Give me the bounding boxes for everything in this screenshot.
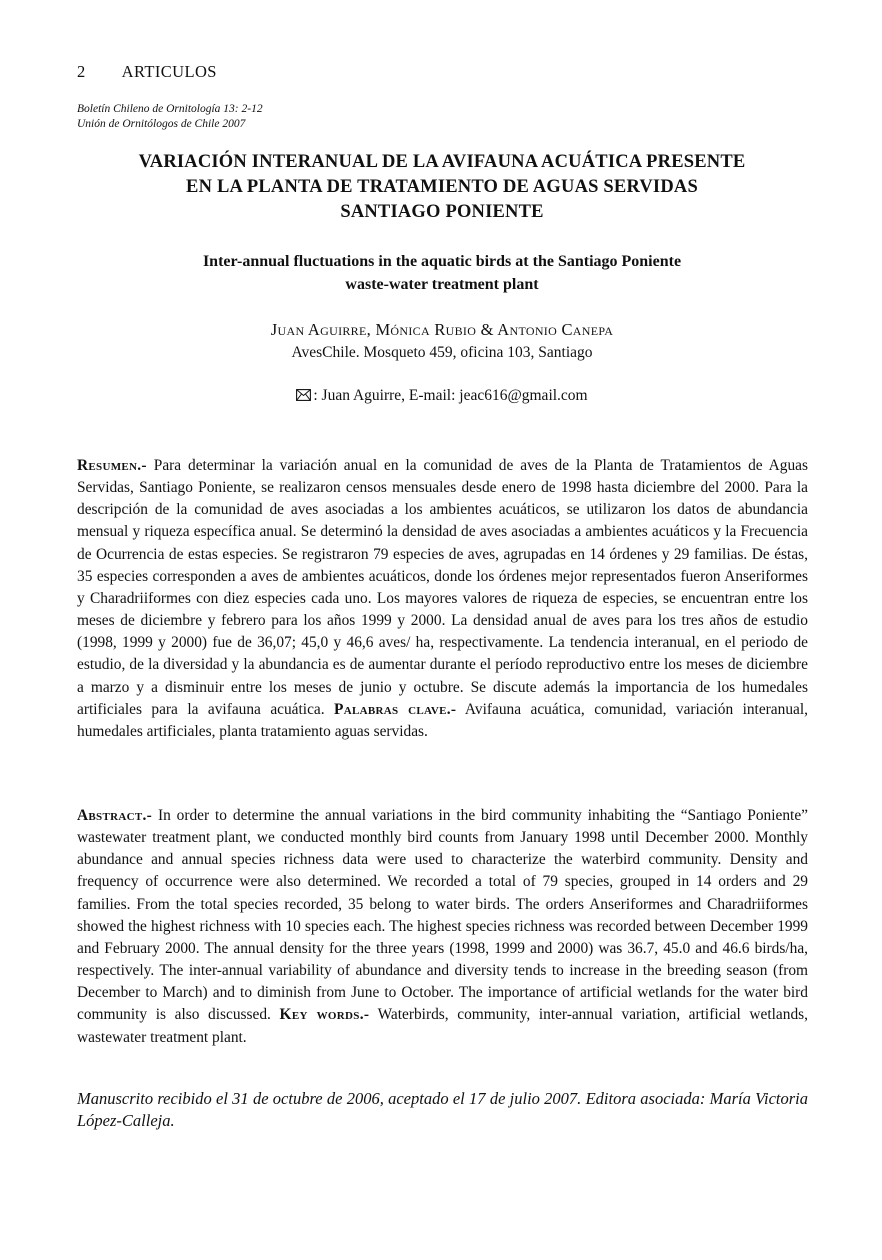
affiliation: AvesChile. Mosqueto 459, oficina 103, Santiago	[291, 344, 593, 361]
abstract-text: In order to determine the annual variations in the bird community inhabiting the “Santiago Poniente” wastewater treatment plant, we conducted monthly bird counts from January 1998 until December 2000. Monthly abundance and annual species richness data were used to characterize the waterbird community. Density and frequency of occurrence were also determined. We recorded a total of 79 species, grouped in 14 orders and 29 families. From the total species recorded, 35 belong to water birds. The orders Anseriformes and Charadriiformes showed the highest richness with 10 species each. The highest species richness was recorded between December 1999 and February 2000. The annual density for the three years (1998, 1999 and 2000) was 36.7, 45.0 and 46.6 birds/ha, respectively. The inter-annual variability of abundance and diversity tends to increase in the breeding season (from December to March) and to diminish from June to October. The importance of artificial wetlands for the water bird community is also discussed.	[77, 807, 808, 1024]
journal-line-1: Boletín Chileno de Ornitología 13: 2-12	[77, 103, 263, 115]
authors: Juan Aguirre, Mónica Rubio & Antonio Canepa	[270, 320, 614, 339]
contact-line	[77, 387, 807, 405]
palabras-clave-text: Avifauna acuática, comunidad, variación interanual, humedales artificiales, planta tratamiento aguas servidas.	[77, 700, 808, 740]
section-label: ARTICULOS	[121, 62, 217, 81]
abstract-label: Abstract.-	[77, 807, 153, 824]
key-words-label: Key words.-	[279, 1006, 370, 1024]
journal-citation	[77, 102, 263, 132]
contact-text: : Juan Aguirre, E-mail: jeac616@gmail.com	[313, 387, 588, 404]
running-header	[77, 62, 217, 82]
page-number: 2	[77, 62, 86, 81]
title-english	[77, 250, 807, 296]
title-english-line-2: waste-water treatment plant	[345, 276, 539, 293]
envelope-icon	[296, 388, 311, 405]
manuscript-note: Manuscrito recibido el 31 de octubre de 2006, aceptado el 17 de julio 2007. Editora asociada: María Victoria López-Calleja.	[77, 1089, 808, 1130]
title-spanish	[77, 150, 807, 225]
resumen-paragraph	[77, 455, 808, 743]
abstract-paragraph	[77, 805, 808, 1049]
palabras-clave-label: Palabras clave.-	[334, 700, 457, 718]
title-spanish-line-2: EN LA PLANTA DE TRATAMIENTO DE AGUAS SERVIDAS	[186, 177, 698, 197]
resumen-label: Resumen.-	[77, 457, 147, 474]
journal-line-2: Unión de Ornitólogos de Chile 2007	[77, 118, 246, 130]
title-english-line-1: Inter-annual fluctuations in the aquatic birds at the Santiago Poniente	[202, 253, 682, 270]
title-spanish-line-3: SANTIAGO PONIENTE	[340, 202, 544, 222]
title-spanish-line-1: VARIACIÓN INTERANUAL DE LA AVIFAUNA ACUÁTICA PRESENTE	[138, 152, 746, 172]
key-words-text: Waterbirds, community, inter-annual variation, artificial wetlands, wastewater treatment plant.	[77, 1006, 808, 1046]
resumen-text: Para determinar la variación anual en la comunidad de aves de la Planta de Tratamientos de Aguas Servidas, Santiago Poniente, se realizaron censos mensuales desde enero de 1998 hasta diciembre del 2000. Para la descripción de la comunidad de aves asociadas a los ambientes acuáticos, se utilizaron los datos de abundancia mensual y riqueza específica anual. Se determinó la densidad de aves asociadas a ambientes acuáticos y la Frecuencia de Ocurrencia de estas especies. Se registraron 79 especies de aves, agrupadas en 14 órdenes y 29 familias. De éstas, 35 especies corresponden a aves de ambientes acuáticos, donde los órdenes mejor representados fueron Anseriformes y Charadriiformes con diez especies cada uno. Los mayores valores de riqueza de especies, se encuentran entre los meses de diciembre y febrero para los años 1999 y 2000. La densidad anual de aves para los tres años de estudio (1998, 1999 y 2000) fue de 36,07; 45,0 y 46,6 aves/ ha, respectivamente. La tendencia interanual, en el periodo de estudio, de la diversidad y la abundancia es de aumentar durante el período reproductivo entre los meses de diciembre a marzo y a disminuir entre los meses de junio y octubre. Se discute además la importancia de los humedales artificiales para la avifauna acuática.	[77, 457, 808, 718]
